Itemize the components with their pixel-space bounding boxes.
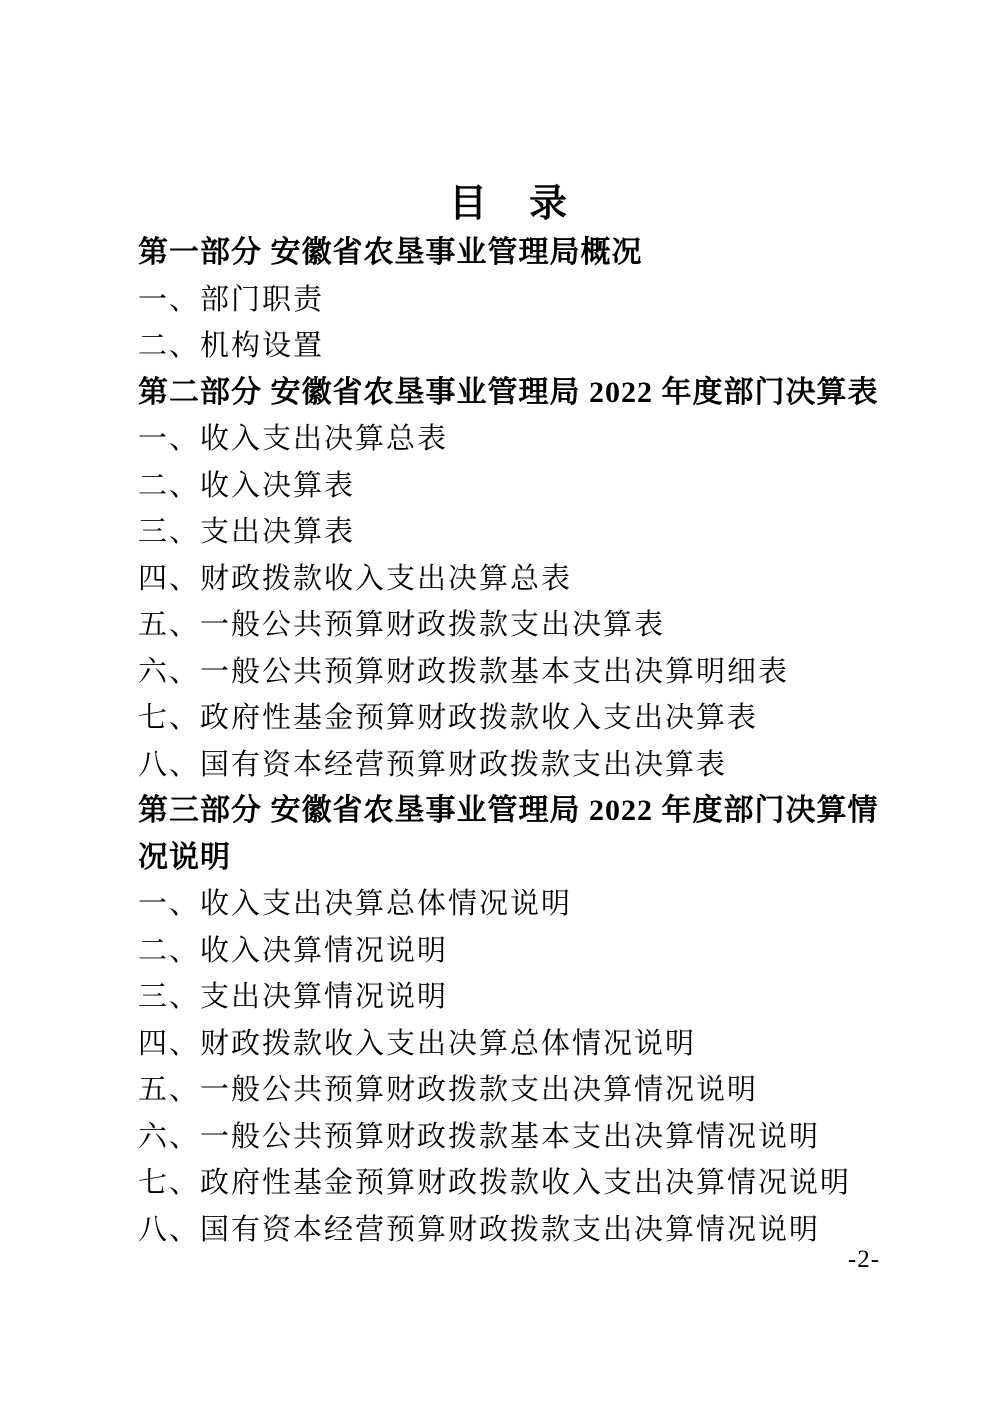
toc-entry: 四、财政拨款收入支出决算总表: [138, 562, 573, 595]
toc-entry: 六、一般公共预算财政拨款基本支出决算情况说明: [138, 1120, 821, 1153]
page-title: 目 录: [448, 183, 569, 225]
toc-entry: 八、国有资本经营预算财政拨款支出决算情况说明: [138, 1213, 821, 1246]
toc-entry: 一、部门职责: [138, 283, 325, 316]
toc-entry: 二、收入决算情况说明: [138, 934, 449, 967]
toc-entry: 一、收入支出决算总体情况说明: [138, 888, 573, 920]
toc-entry: 二、机构设置: [138, 330, 325, 362]
toc-section-heading: 第一部分 安徽省农垦事业管理局概况: [138, 236, 643, 269]
toc-entry: 三、支出决算表: [138, 516, 356, 548]
toc-section-heading: 第二部分 安徽省农垦事业管理局 2022 年度部门决算表: [138, 375, 879, 409]
toc-entry: 七、政府性基金预算财政拨款收入支出决算表: [138, 702, 759, 734]
toc-entry: 三、支出决算情况说明: [138, 981, 449, 1013]
toc-section-heading: 第三部分 安徽省农垦事业管理局 2022 年度部门决算情况说明: [138, 794, 879, 874]
toc-entry: 二、收入决算表: [138, 469, 356, 502]
toc-entry: 五、一般公共预算财政拨款支出决算情况说明: [138, 1074, 759, 1106]
toc-entry: 五、一般公共预算财政拨款支出决算表: [138, 609, 666, 641]
toc-entry: 七、政府性基金预算财政拨款收入支出决算情况说明: [138, 1167, 852, 1199]
toc-entry: 四、财政拨款收入支出决算总体情况说明: [138, 1027, 697, 1060]
page-content: [138, 180, 880, 1253]
page-number: -2-: [847, 1246, 881, 1273]
toc-entry: 六、一般公共预算财政拨款基本支出决算明细表: [138, 655, 790, 688]
toc-list: [138, 230, 880, 1253]
toc-entry: 八、国有资本经营预算财政拨款支出决算表: [138, 748, 728, 781]
toc-entry: 一、收入支出决算总表: [138, 423, 449, 455]
